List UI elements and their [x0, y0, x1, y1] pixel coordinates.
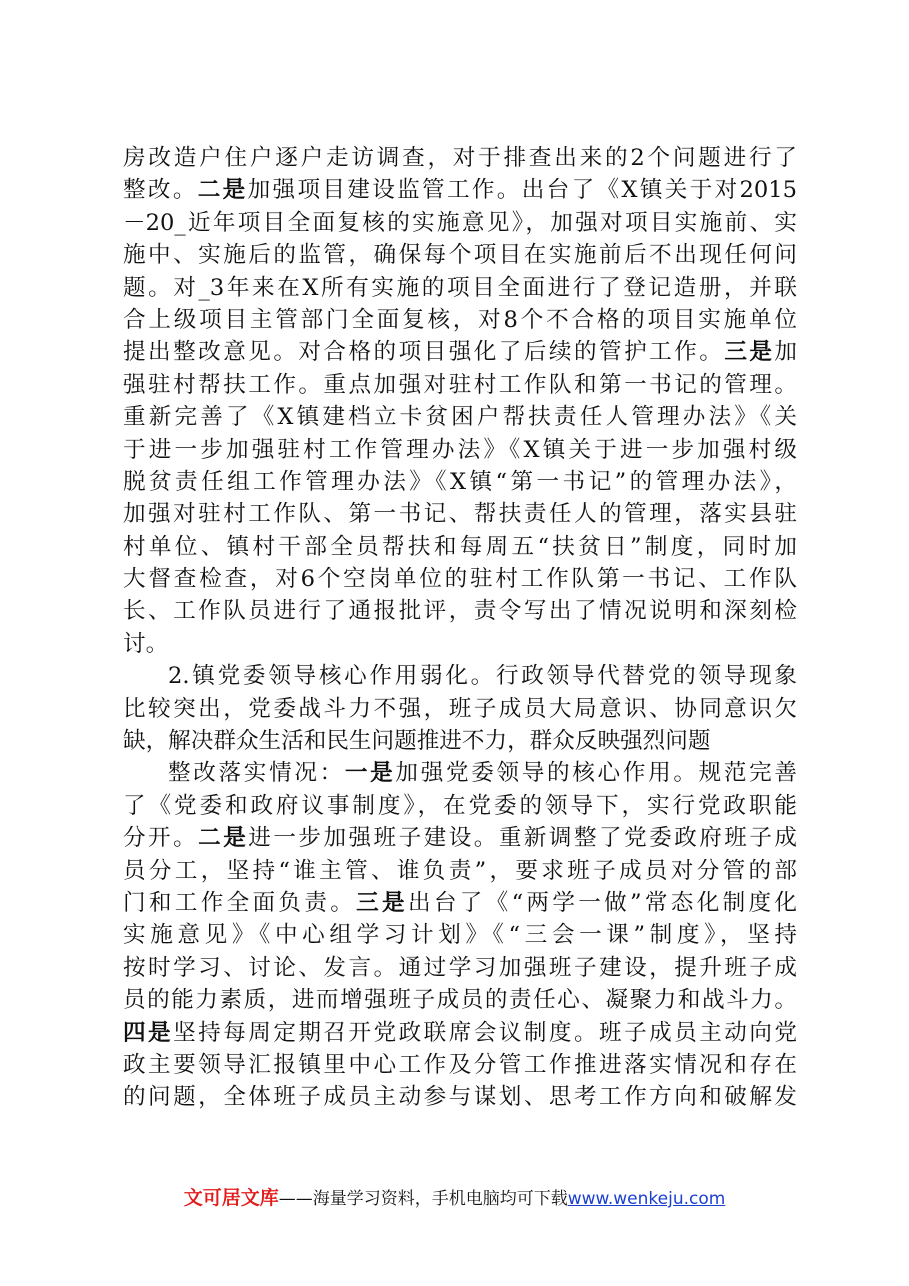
- text-segment: 整改落实情况：: [168, 760, 345, 787]
- footer-website-link[interactable]: www.wenkeju.com: [567, 1189, 726, 1209]
- footer-tagline: ——海量学习资料，手机电脑均可下载: [278, 1189, 568, 1209]
- text-segment: 加强项目建设监管工作。出台了《X镇关于对2015: [247, 177, 797, 204]
- text-line: 员分工，坚持“谁主管、谁负责”，要求班子成员对分管的部: [123, 857, 797, 884]
- text-segment: 出台了《“两学一做”常态化制度化: [407, 889, 798, 916]
- text-line: 强驻村帮扶工作。重点加强对驻村工作队和第一书记的管理。: [123, 371, 797, 398]
- text-segment: 加: [774, 339, 798, 366]
- text-line: 了《党委和政府议事制度》，在党委的领导下，实行党政职能: [123, 792, 797, 819]
- text-line: 政主要领导汇报镇里中心工作及分管工作推进落实情况和存在: [123, 1051, 797, 1078]
- text-line: [123, 1017, 797, 1049]
- text-line: 实施意见》《中心组学习计划》《“三会一课”制度》，坚持: [123, 922, 797, 949]
- text-line: [123, 822, 797, 854]
- bold-enumeration: 二是: [198, 825, 249, 852]
- text-line: 讨。: [123, 630, 169, 657]
- text-line: 脱贫责任组工作管理办法》《X镇“第一书记”的管理办法》，: [123, 468, 797, 495]
- text-line: 于进一步加强驻村工作管理办法》《X镇关于进一步加强村级: [123, 436, 797, 463]
- text-line: 加强对驻村工作队、第一书记、帮扶责任人的管理，落实县驻: [123, 501, 797, 528]
- text-segment: 提出整改意见。对合格的项目强化了后续的管护工作。: [123, 339, 725, 366]
- text-line: 缺，解决群众生活和民生问题推进不力，群众反映强烈问题: [123, 728, 711, 755]
- text-line: 大督查检查，对6个空岗单位的驻村工作队第一书记、工作队: [123, 566, 797, 593]
- text-line: 2.镇党委领导核心作用弱化。行政领导代替党的领导现象: [168, 663, 797, 690]
- text-line: 长、工作队员进行了通报批评，责令写出了情况说明和深刻检: [123, 598, 797, 625]
- bold-enumeration: 三是: [724, 339, 775, 366]
- text-line: 员的能力素质，进而增强班子成员的责任心、凝聚力和战斗力。: [123, 987, 797, 1014]
- text-line: 村单位、镇村干部全员帮扶和每周五“扶贫日”制度，同时加: [123, 533, 797, 560]
- text-line: 合上级项目主管部门全面复核，对8个不合格的项目实施单位: [123, 306, 797, 333]
- text-segment: 进一步加强班子建设。重新调整了党委政府班子成: [248, 825, 798, 852]
- text-line: [123, 887, 797, 919]
- text-line: 题。对_3年来在X所有实施的项目全面进行了登记造册，并联: [123, 274, 797, 301]
- bold-enumeration: 三是: [356, 889, 408, 916]
- text-line: 重新完善了《X镇建档立卡贫困户帮扶责任人管理办法》《关: [123, 404, 797, 431]
- text-line: [123, 757, 797, 789]
- text-line: 比较突出，党委战斗力不强，班子成员大局意识、协同意识欠: [123, 695, 797, 722]
- footer-banner: [0, 1183, 909, 1210]
- text-line: [123, 174, 797, 206]
- text-line: 的问题，全体班子成员主动参与谋划、思考工作方向和破解发: [123, 1084, 797, 1111]
- bold-enumeration: 二是: [197, 177, 248, 204]
- text-segment: 分开。: [123, 825, 199, 852]
- document-body: [123, 142, 797, 1114]
- text-line: 按时学习、讨论、发言。通过学习加强班子建设，提升班子成: [123, 954, 797, 981]
- text-line: 房改造户住户逐户走访调查，对于排查出来的2个问题进行了: [123, 145, 797, 171]
- text-segment: 加强党委领导的核心作用。规范完善: [395, 760, 798, 787]
- text-line: －20_近年项目全面复核的实施意见》，加强对项目实施前、实: [123, 209, 797, 236]
- bold-enumeration: 一是: [344, 760, 396, 787]
- text-line: 施中、实施后的监管，确保每个项目在实施前后不出现任何问: [123, 242, 797, 269]
- text-segment: 坚持每周定期召开党政联席会议制度。班子成员主动向党: [173, 1019, 798, 1046]
- text-segment: 整改。: [123, 177, 198, 204]
- text-line: [123, 336, 797, 368]
- text-segment: 门和工作全面负责。: [123, 889, 357, 916]
- footer-brand: 文可居文库: [183, 1187, 279, 1209]
- bold-enumeration: 四是: [123, 1019, 174, 1046]
